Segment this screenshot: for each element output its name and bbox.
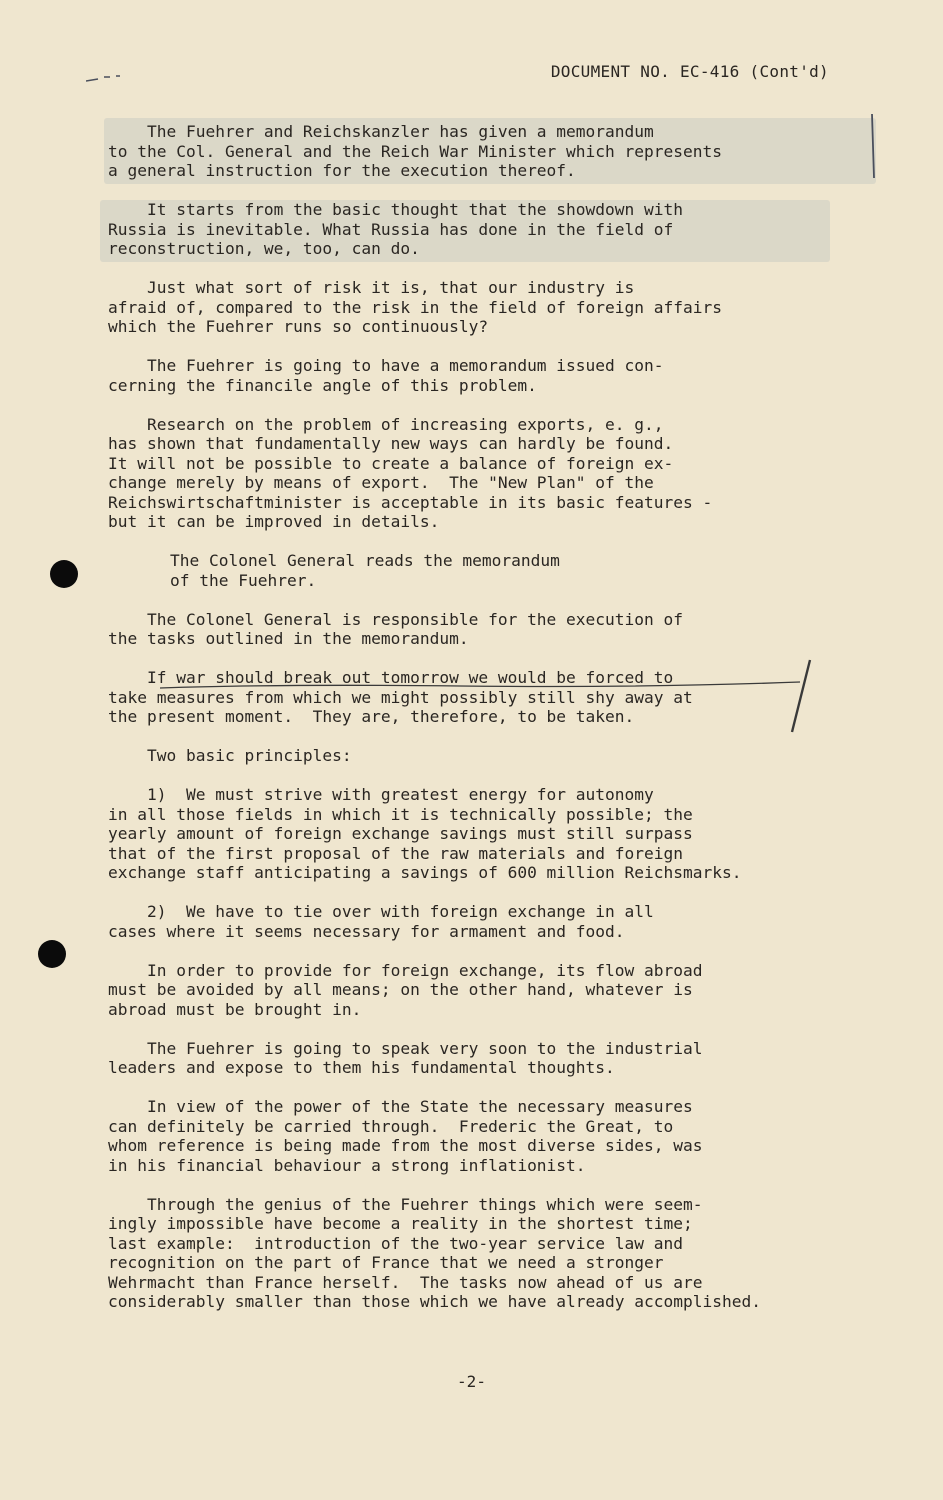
line: has shown that fundamentally new ways can hardly be found. (108, 434, 674, 453)
line: In order to provide for foreign exchange, its flow abroad (108, 960, 703, 980)
line: Just what sort of risk it is, that our industry is (108, 278, 635, 297)
paragraph-15 (108, 1195, 898, 1312)
paragraph-9 (108, 746, 898, 766)
paragraph-2 (108, 200, 898, 259)
line: The Colonel General reads the memorandum (170, 551, 560, 570)
document-header: DOCUMENT NO. EC-416 (Cont'd) (550, 62, 829, 81)
paragraph-7 (108, 610, 898, 649)
line: It starts from the basic thought that the showdown with (108, 200, 683, 219)
line: the present moment. They are, therefore, to be taken. (108, 707, 635, 726)
line: The Fuehrer is going to have a memorandum issued con- (108, 356, 664, 375)
paragraph-3 (108, 278, 898, 337)
line: Reichswirtschaftminister is acceptable in its basic features - (108, 492, 713, 512)
line: yearly amount of foreign exchange savings must still surpass (108, 824, 693, 843)
line: If war should break out tomorrow we would be forced to (108, 668, 674, 687)
paragraph-4 (108, 356, 898, 395)
line: must be avoided by all means; on the other hand, whatever is (108, 980, 693, 999)
line: change merely by means of export. The "New Plan" of the (108, 473, 654, 492)
line: whom reference is being made from the most diverse sides, was (108, 1136, 703, 1155)
line: Through the genius of the Fuehrer things which were seem- (108, 1194, 703, 1214)
line: to the Col. General and the Reich War Minister which represents (108, 141, 722, 161)
line: abroad must be brought in. (108, 999, 362, 1019)
paragraph-1 (108, 122, 898, 181)
line: The Colonel General is responsible for the execution of (108, 609, 683, 629)
line: 1) We must strive with greatest energy for autonomy (108, 785, 654, 804)
line: in all those fields in which it is technically possible; the (108, 804, 693, 824)
line: cerning the financile angle of this problem. (108, 375, 537, 395)
line: It will not be possible to create a balance of foreign ex- (108, 453, 674, 473)
punch-hole-1 (50, 560, 78, 588)
line: take measures from which we might possibly still shy away at (108, 687, 693, 707)
line: in his financial behaviour a strong inflationist. (108, 1155, 586, 1175)
document-body (108, 122, 898, 1331)
line: Research on the problem of increasing exports, e. g., (108, 414, 664, 434)
line: 2) We have to tie over with foreign exchange in all (108, 902, 654, 921)
line: can definitely be carried through. Frederic the Great, to (108, 1116, 674, 1136)
paragraph-14 (108, 1097, 898, 1175)
line: the tasks outlined in the memorandum. (108, 629, 469, 648)
line: recognition on the part of France that we need a stronger (108, 1253, 664, 1272)
paragraph-6 (108, 551, 898, 590)
paragraph-5 (108, 415, 898, 532)
line: a general instruction for the execution thereof. (108, 161, 576, 180)
line: exchange staff anticipating a savings of 600 million Reichsmarks. (108, 863, 742, 882)
line: considerably smaller than those which we have already accomplished. (108, 1292, 761, 1311)
punch-hole-2 (38, 940, 66, 968)
line: cases where it seems necessary for armament and food. (108, 921, 625, 941)
line: The Fuehrer and Reichskanzler has given a memorandum (108, 122, 654, 141)
line: that of the first proposal of the raw materials and foreign (108, 843, 683, 863)
line: Two basic principles: (108, 746, 352, 765)
line: afraid of, compared to the risk in the field of foreign affairs (108, 297, 722, 317)
line: but it can be improved in details. (108, 512, 440, 531)
page-number: -2- (457, 1372, 486, 1391)
line: which the Fuehrer runs so continuously? (108, 317, 489, 336)
line: of the Fuehrer. (170, 570, 317, 590)
line: last example: introduction of the two-year service law and (108, 1233, 683, 1253)
paragraph-13 (108, 1039, 898, 1078)
line: The Fuehrer is going to speak very soon to the industrial (108, 1038, 703, 1058)
line: Wehrmacht than France herself. The tasks now ahead of us are (108, 1272, 703, 1292)
line: reconstruction, we, too, can do. (108, 239, 420, 258)
line: leaders and expose to them his fundamental thoughts. (108, 1058, 615, 1077)
pencil-mark (86, 74, 138, 82)
line: ingly impossible have become a reality in the shortest time; (108, 1214, 693, 1233)
paragraph-11 (108, 902, 898, 941)
line: Russia is inevitable. What Russia has done in the field of (108, 219, 674, 239)
line: In view of the power of the State the necessary measures (108, 1097, 693, 1116)
paragraph-12 (108, 961, 898, 1020)
paragraph-10 (108, 785, 898, 883)
paragraph-8 (108, 668, 898, 727)
